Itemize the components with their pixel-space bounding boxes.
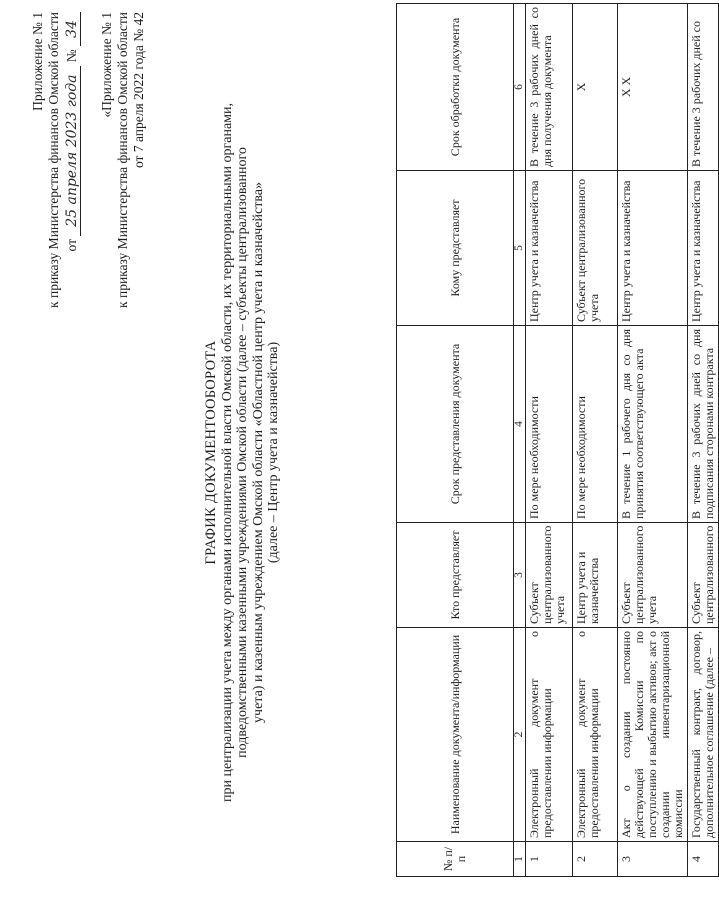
row-number: 2 bbox=[573, 842, 618, 877]
column-number-row bbox=[514, 4, 526, 877]
appendix-number: Приложение № 1 bbox=[30, 12, 45, 111]
column-number: 5 bbox=[514, 171, 526, 326]
deadline-cell: В течение 3 рабочих дней со дня подписания сторонами контракта bbox=[688, 326, 719, 523]
prior-appendix-number: «Приложение № 1 bbox=[99, 12, 114, 118]
column-number: 1 bbox=[514, 842, 526, 877]
title-heading: ГРАФИК ДОКУМЕНТООБОРОТА bbox=[203, 340, 219, 565]
document-name-cell: Электронный документ о предоставлении информации bbox=[526, 628, 573, 842]
header-number: № п/п bbox=[397, 842, 514, 877]
appendix-date-line: от 25 апреля 2023 года № 34 bbox=[64, 12, 81, 308]
processing-cell: В течение 3 рабочих дней со дня получения документа bbox=[526, 4, 573, 171]
title-line-2: при централизации учета между органами исполнительной власти Омской области, их территориальными органами, bbox=[219, 102, 235, 803]
header-submission-deadline: Срок представления документа bbox=[397, 326, 514, 523]
table-row bbox=[688, 4, 719, 877]
header-who-submits: Кто представляет bbox=[397, 523, 514, 628]
document-name-cell: Электронный документ о предоставлении информации bbox=[573, 628, 618, 842]
row-number: 4 bbox=[688, 842, 719, 877]
title-line-4: учета) и казенным учреждением Омской области «Областной центр учета и казначейства» bbox=[250, 182, 266, 723]
deadline-cell: В течение 1 рабочего дня со дня принятия соответствующего акта bbox=[618, 326, 688, 523]
document-name-cell: Государственный контракт, договор, дополнительное соглашение (далее – bbox=[688, 628, 719, 842]
document-flow-table bbox=[396, 3, 719, 877]
deadline-cell: По мере необходимости bbox=[573, 326, 618, 523]
header-document-name: Наименование документа/информации bbox=[397, 628, 514, 842]
recipient-cell: Центр учета и казначейства bbox=[526, 171, 573, 326]
handwritten-number: 34 bbox=[64, 20, 80, 38]
processing-cell: Х Х bbox=[618, 4, 688, 171]
table-row bbox=[618, 4, 688, 877]
recipient-cell: Центр учета и казначейства bbox=[618, 171, 688, 326]
who-submits-cell: Субъект централизованного bbox=[688, 523, 719, 628]
who-submits-cell: Субъект централизованного учета bbox=[526, 523, 573, 628]
column-number: 3 bbox=[514, 523, 526, 628]
header-processing-deadline: Срок обработки документа bbox=[397, 4, 514, 171]
row-number: 3 bbox=[618, 842, 688, 877]
who-submits-cell: Субъект централизованного учета bbox=[618, 523, 688, 628]
recipient-cell: Субъект централизованного учета bbox=[573, 171, 618, 326]
handwritten-date: 25 апреля 2023 года bbox=[64, 74, 80, 227]
header-recipient: Кому представляет bbox=[397, 171, 514, 326]
table-header-row bbox=[397, 4, 514, 877]
who-submits-cell: Центр учета и казначейства bbox=[573, 523, 618, 628]
title-line-3: подведомственными казенными учреждениями Омской области (далее – субъекты централизованного bbox=[235, 147, 250, 758]
deadline-cell: По мере необходимости bbox=[526, 326, 573, 523]
prior-order-date: от 7 апреля 2022 года № 42 bbox=[131, 12, 146, 169]
appendix-header bbox=[30, 12, 147, 308]
column-number: 4 bbox=[514, 326, 526, 523]
column-number: 2 bbox=[514, 628, 526, 842]
processing-cell: Х bbox=[573, 4, 618, 171]
document-name-cell: Акт о создании постоянно действующей Комиссии по поступлению и выбытию активов; акт о создании инвентаризационной комиссии bbox=[618, 628, 688, 842]
title-line-5: (далее – Центр учета и казначейства) bbox=[266, 341, 281, 564]
column-number: 6 bbox=[514, 4, 526, 171]
table-row bbox=[573, 4, 618, 877]
recipient-cell: Центр учета и казначейства bbox=[688, 171, 719, 326]
document-title bbox=[204, 0, 282, 905]
processing-cell: В течение 3 рабочих дней со bbox=[688, 4, 719, 171]
table-row bbox=[526, 4, 573, 877]
prior-order-reference: к приказу Министерства финансов Омской области bbox=[115, 12, 130, 308]
row-number: 1 bbox=[526, 842, 573, 877]
appendix-order-reference: к приказу Министерства финансов Омской области bbox=[46, 12, 61, 308]
